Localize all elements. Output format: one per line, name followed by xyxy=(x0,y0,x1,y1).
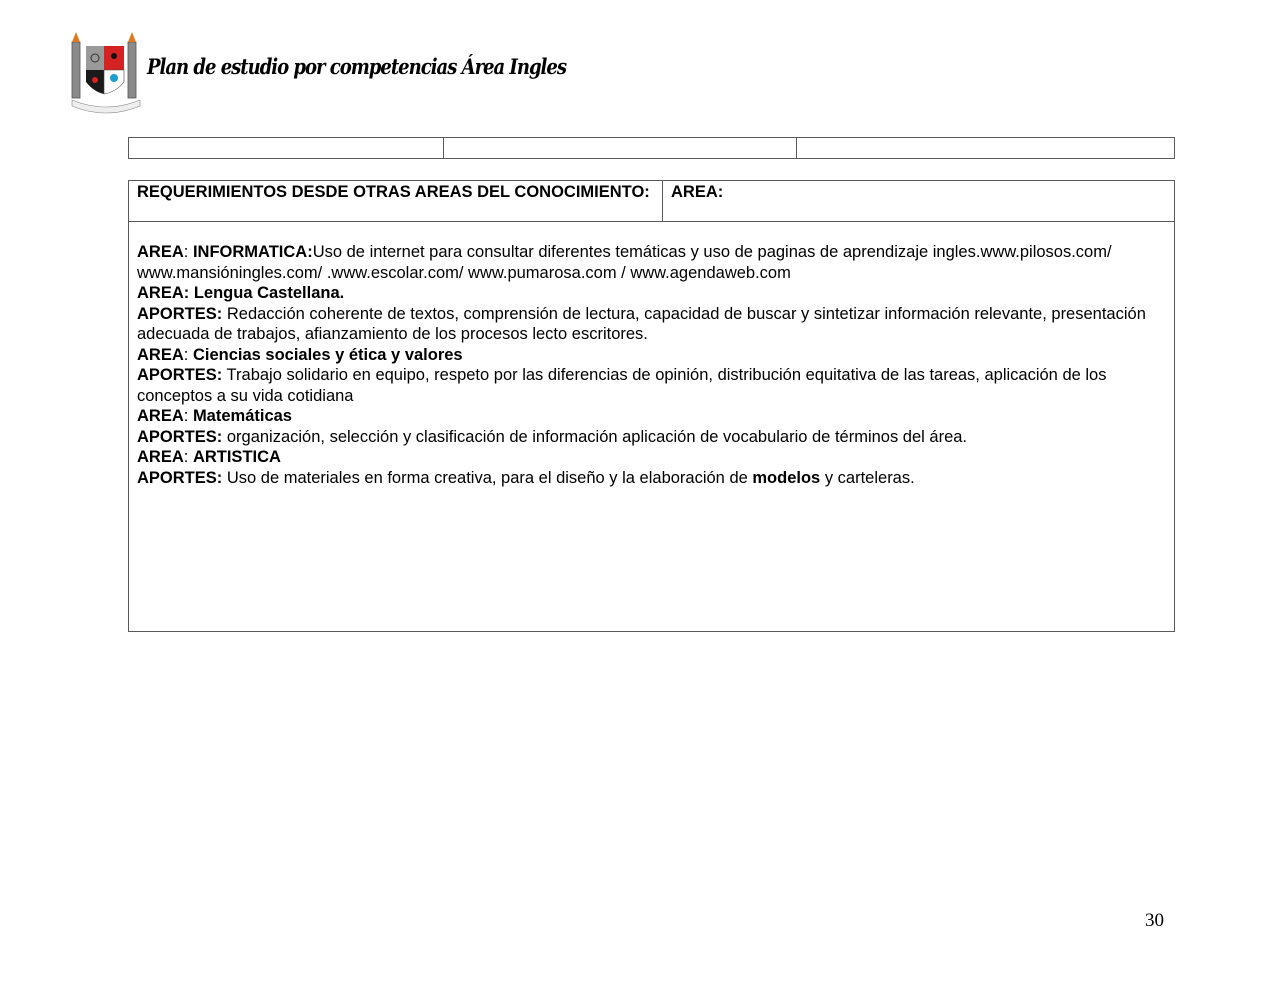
area-text: Uso de internet para consultar diferentes temáticas y uso de paginas de aprendizaje ingles.www.pilosos.com/ www.mansióningles.com/ .www.escolar.com/ www.pumarosa.com / www.agendaweb.com xyxy=(137,243,1112,282)
aportes-text: y carteleras. xyxy=(820,468,915,487)
requirements-table xyxy=(128,180,1175,632)
empty-top-table xyxy=(128,137,1175,159)
school-crest-logo xyxy=(66,30,150,120)
aportes-text: Trabajo solidario en equipo, respeto por las diferencias de opinión, distribución equitativa de las tareas, aplicación de los conceptos a su vida cotidiana xyxy=(137,366,1107,405)
area-label: AREA xyxy=(137,407,184,425)
separator: : xyxy=(183,345,193,364)
page-number: 30 xyxy=(1145,910,1164,931)
aportes-label: APORTES: xyxy=(137,304,223,323)
aportes-text: Uso de materiales en forma creativa, para el diseño y la elaboración de xyxy=(222,468,753,487)
area-line xyxy=(137,447,1166,468)
area-header: AREA: xyxy=(663,181,1175,222)
area-line xyxy=(137,345,1166,366)
separator: : xyxy=(183,407,193,425)
aportes-line xyxy=(137,427,1166,448)
area-label: AREA xyxy=(137,345,184,364)
aportes-text: organización, selección y clasificación de información aplicación de vocabulario de términos del área. xyxy=(222,427,968,446)
separator: : xyxy=(183,243,193,261)
requirements-header: REQUERIMIENTOS DESDE OTRAS AREAS DEL CONOCIMIENTO: xyxy=(129,181,663,222)
empty-cell xyxy=(129,138,444,159)
area-line xyxy=(137,406,1166,427)
requirements-body xyxy=(129,222,1175,632)
area-name: INFORMATICA: xyxy=(192,243,313,261)
area-label: AREA xyxy=(137,243,184,261)
area-name: Ciencias sociales y ética y valores xyxy=(192,345,463,364)
entry-informatica xyxy=(137,242,1166,283)
aportes-line xyxy=(137,468,1166,489)
area-label: AREA xyxy=(137,448,184,466)
document-title: Plan de estudio por competencias Área Ingles xyxy=(147,54,566,79)
aportes-label: APORTES: xyxy=(137,427,223,446)
aportes-bold: modelos xyxy=(752,468,821,487)
aportes-text: Redacción coherente de textos, comprensión de lectura, capacidad de buscar y sintetizar información relevante, presentación adecuada de trabajos, afianzamiento de los procesos lecto escritores. xyxy=(137,304,1146,343)
aportes-label: APORTES: xyxy=(137,366,223,384)
aportes-label: APORTES: xyxy=(137,468,223,487)
empty-cell xyxy=(444,138,797,159)
area-label: AREA: Lengua Castellana. xyxy=(137,284,345,302)
area-name: ARTISTICA xyxy=(192,448,281,466)
area-name: Matemáticas xyxy=(192,407,292,425)
aportes-line xyxy=(137,365,1166,406)
aportes-line xyxy=(137,304,1166,345)
separator: : xyxy=(183,448,193,466)
empty-cell xyxy=(797,138,1175,159)
